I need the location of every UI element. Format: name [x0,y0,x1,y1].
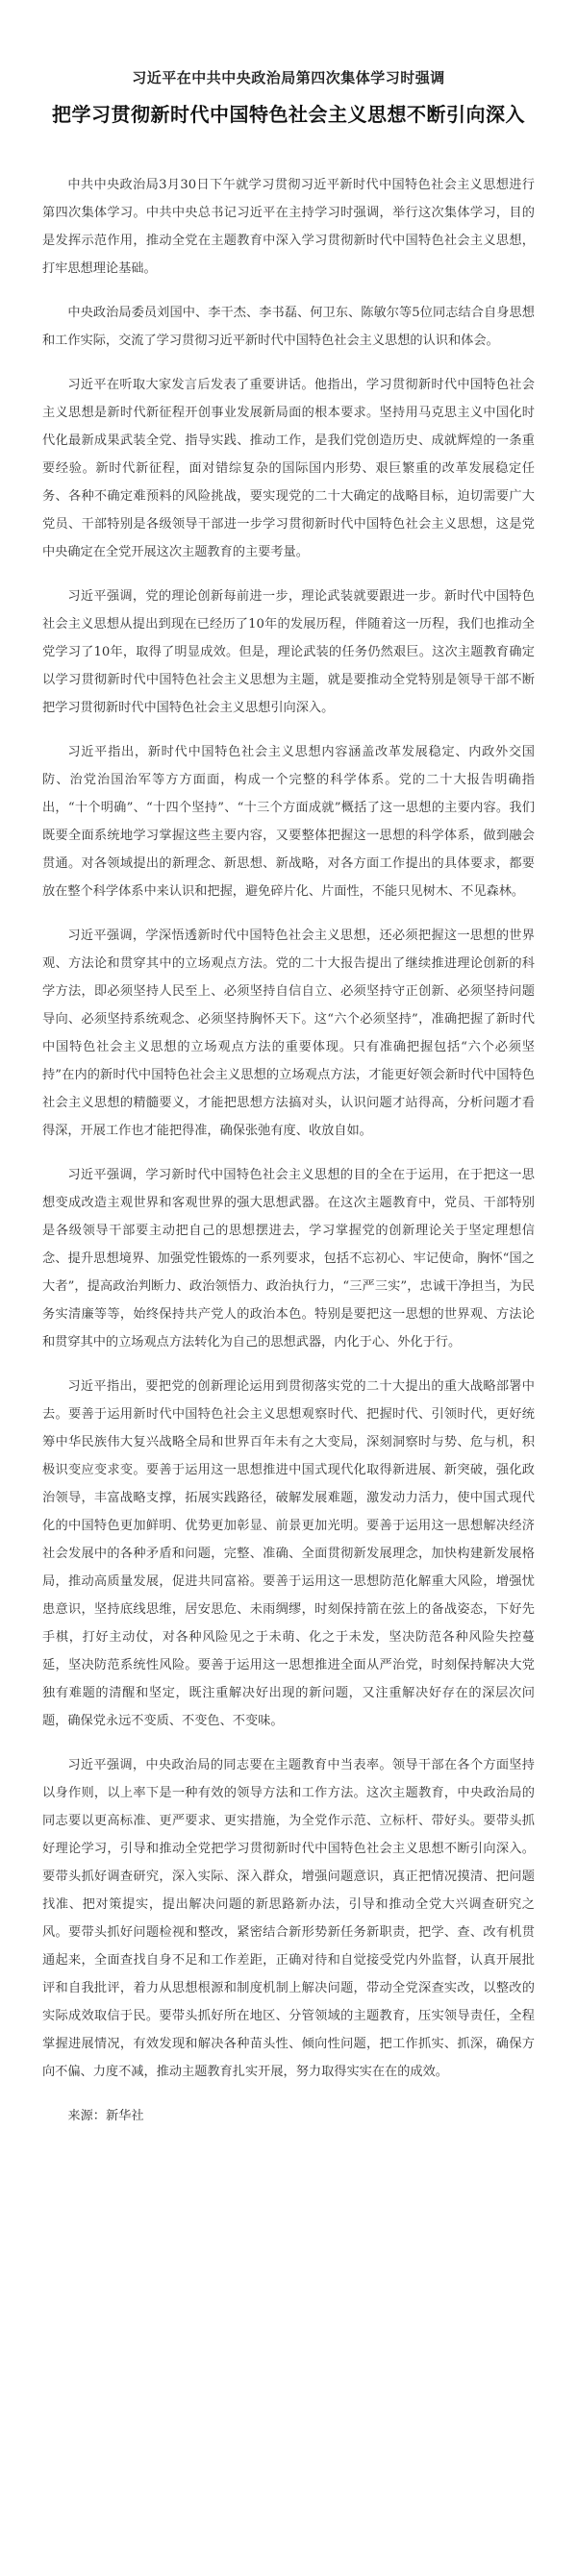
article-source: 来源：新华社 [67,2109,144,2123]
paragraph-6: 习近平强调，学深悟透新时代中国特色社会主义思想，还必须把握这一思想的世界观、方法论和贯穿其中的立场观点方法。党的二十大报告提出了继续推进理论创新的科学方法，即必须坚持人民至上、必须坚持自信自立、必须坚持守正创新、必须坚持问题导向、必须坚持系统观念、必须坚持胸怀天下。这“六个必须坚持”，准确把握了新时代中国特色社会主义思想的立场观点方法的重要体现。只有准确把握包括“六个必须坚持”在内的新时代中国特色社会主义思想的立场观点方法，才能更好领会新时代中国特色社会主义思想的精髓要义，才能把思想方法搞对头，认识问题才站得高，分析问题才看得深，开展工作也才能把得准，确保张弛有度、收放自如。 [42,929,535,1138]
paragraph-5: 习近平指出，新时代中国特色社会主义思想内容涵盖改革发展稳定、内政外交国防、治党治国治军等方方面面，构成一个完整的科学体系。党的二十大报告明确指出，“十个明确”、“十四个坚持”、“十三个方面成就”概括了这一思想的主要内容。我们既要全面系统地学习掌握这些主要内容，又要整体把握这一思想的科学体系，做到融会贯通。对各领域提出的新理念、新思想、新战略，对各方面工作提出的具体要求，都要放在整个科学体系中来认识和把握，避免碎片化、片面性，不能只见树木、不见森林。 [42,745,535,899]
paragraph-2: 中央政治局委员刘国中、李干杰、李书磊、何卫东、陈敏尔等5位同志结合自身思想和工作实际，交流了学习贯彻习近平新时代中国特色社会主义思想的认识和体会。 [42,306,535,348]
article-title: 把学习贯彻新时代中国特色社会主义思想不断引向深入 [52,103,525,126]
paragraph-7: 习近平强调，学习新时代中国特色社会主义思想的目的全在于运用，在于把这一思想变成改造主观世界和客观世界的强大思想武器。在这次主题教育中，党员、干部特别是各级领导干部要主动把自己的思想摆进去，学习掌握党的创新理论关于坚定理想信念、提升思想境界、加强党性锻炼的一系列要求，包括不忘初心、牢记使命，胸怀“国之大者”，提高政治判断力、政治领悟力、政治执行力，“三严三实”，忠诚干净担当，为民务实清廉等等，始终保持共产党人的政治本色。特别是要把这一思想的世界观、方法论和贯穿其中的立场观点方法转化为自己的思想武器，内化于心、外化于行。 [42,1168,535,1350]
paragraph-9: 习近平强调，中央政治局的同志要在主题教育中当表率。领导干部在各个方面坚持以身作则，以上率下是一种有效的领导方法和工作方法。这次主题教育，中央政治局的同志要以更高标准、更严要求、更实措施，为全党作示范、立标杆、带好头。要带头抓好理论学习，引导和推动全党把学习贯彻新时代中国特色社会主义思想不断引向深入。要带头抓好调查研究，深入实际、深入群众，增强问题意识，真正把情况摸清、把问题找准、把对策提实，提出解决问题的新思路新办法，引导和推动全党大兴调查研究之风。要带头抓好问题检视和整改，紧密结合新形势新任务新职责，把学、查、改有机贯通起来，全面查找自身不足和工作差距，正确对待和自觉接受党内外监督，认真开展批评和自我批评，着力从思想根源和制度机制上解决问题，带动全党深查实改，以整改的实际成效取信于民。要带头抓好所在地区、分管领域的主题教育，压实领导责任，全程掌握进展情况，有效发现和解决各种苗头性、倾向性问题，把工作抓实、抓深，确保方向不偏、力度不减，推动主题教育扎实开展，努力取得实实在在的成效。 [42,1758,535,2079]
paragraph-4: 习近平强调，党的理论创新每前进一步，理论武装就要跟进一步。新时代中国特色社会主义思想从提出到现在已经历了10年的发展历程，伴随着这一历程，我们也推动全党学习了10年，取得了明显成效。但是，理论武装的任务仍然艰巨。这次主题教育确定以学习贯彻新时代中国特色社会主义思想为主题，就是要推动全党特别是领导干部不断把学习贯彻新时代中国特色社会主义思想引向深入。 [42,589,535,715]
paragraph-1: 中共中央政治局3月30日下午就学习贯彻习近平新时代中国特色社会主义思想进行第四次集体学习。中共中央总书记习近平在主持学习时强调，举行这次集体学习，目的是发挥示范作用，推动全党在主题教育中深入学习贯彻新时代中国特色社会主义思想，打牢思想理论基础。 [42,178,535,276]
paragraph-3: 习近平在听取大家发言后发表了重要讲话。他指出，学习贯彻新时代中国特色社会主义思想是新时代新征程开创事业发展新局面的根本要求。坚持用马克思主义中国化时代化最新成果武装全党、指导实践、推动工作，是我们党创造历史、成就辉煌的一条重要经验。新时代新征程，面对错综复杂的国际国内形势、艰巨繁重的改革发展稳定任务、各种不确定难预料的风险挑战，要实现党的二十大确定的战略目标，迫切需要广大党员、干部特别是各级领导干部进一步学习贯彻新时代中国特色社会主义思想，这是党中央确定在全党开展这次主题教育的主要考量。 [42,378,535,559]
article-kicker: 习近平在中共中央政治局第四次集体学习时强调 [132,69,445,87]
paragraph-8: 习近平指出，要把党的创新理论运用到贯彻落实党的二十大提出的重大战略部署中去。要善于运用新时代中国特色社会主义思想观察时代、把握时代、引领时代，更好统筹中华民族伟大复兴战略全局和世界百年未有之大变局，深刻洞察时与势、危与机，积极识变应变求变。要善于运用这一思想推进中国式现代化取得新进展、新突破，强化政治领导，丰富战略支撑，拓展实践路径，破解发展难题，激发动力活力，使中国式现代化的中国特色更加鲜明、优势更加彰显、前景更加光明。要善于运用这一思想解决经济社会发展中的各种矛盾和问题，完整、准确、全面贯彻新发展理念，加快构建新发展格局，推动高质量发展，促进共同富裕。要善于运用这一思想防范化解重大风险，增强忧患意识，坚持底线思维，居安思危、未雨绸缪，时刻保持箭在弦上的备战姿态，下好先手棋，打好主动仗，对各种风险见之于未萌、化之于未发，坚决防范各种风险失控蔓延，坚决防范系统性风险。要善于运用这一思想推进全面从严治党，时刻保持解决大党独有难题的清醒和坚定，既注重解决好出现的新问题，又注重解决好存在的深层次问题，确保党永远不变质、不变色、不变味。 [42,1379,535,1728]
